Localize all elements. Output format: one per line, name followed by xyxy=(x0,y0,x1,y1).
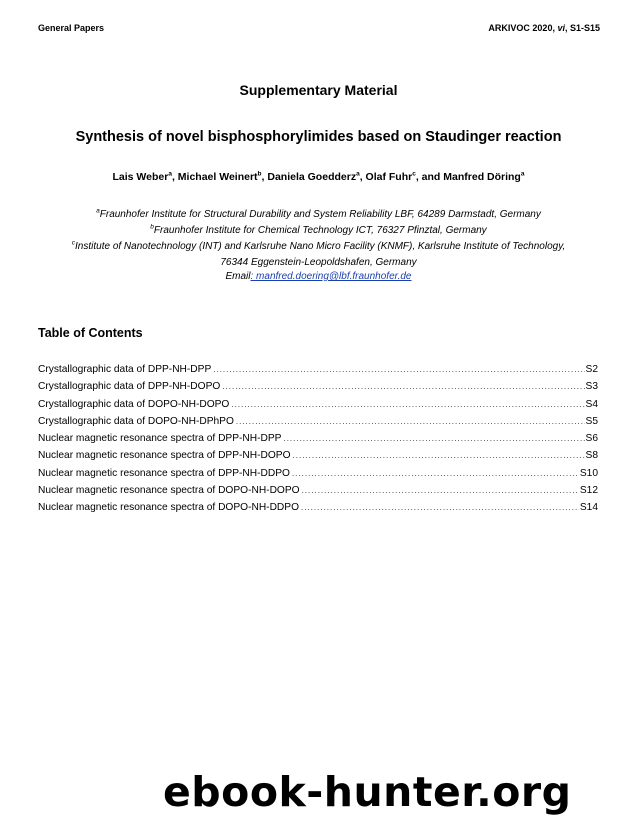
affiliation-line xyxy=(0,223,637,239)
affiliation-mark: a xyxy=(96,207,100,215)
affiliation-line xyxy=(0,255,637,271)
toc-entry-label[interactable]: Nuclear magnetic resonance spectra of DPP-NH-DOPO xyxy=(38,450,291,462)
affiliation-line xyxy=(0,239,637,255)
toc-leader-dots xyxy=(283,434,584,443)
email-label: Email xyxy=(225,271,251,282)
affiliation-mark: c xyxy=(71,239,76,247)
author-affiliation-mark: a xyxy=(356,170,360,178)
watermark: ebook-hunter.org xyxy=(163,768,572,816)
toc-entry-label[interactable]: Crystallographic data of DPP-NH-DOPO xyxy=(38,381,221,393)
toc-leader-dots xyxy=(231,400,584,409)
toc-entry-label[interactable]: Nuclear magnetic resonance spectra of DPP-NH-DPP xyxy=(38,433,282,445)
toc-entry-page[interactable]: S4 xyxy=(585,398,598,410)
paper-title: Synthesis of novel bisphosphorylimides based on Staudinger reaction xyxy=(75,129,562,145)
toc-leader-dots xyxy=(301,503,579,512)
author-separator: , xyxy=(359,171,366,183)
toc-leader-dots xyxy=(292,469,579,478)
toc-entry[interactable] xyxy=(38,364,598,381)
author-name: Michael Weinert xyxy=(177,171,258,183)
toc-entry-label[interactable]: Nuclear magnetic resonance spectra of DOPO-NH-DOPO xyxy=(38,485,300,497)
affiliation-mark: b xyxy=(150,223,154,231)
email-link[interactable]: : manfred.doering@lbf.fraunhofer.de xyxy=(250,271,412,282)
affiliation-text: 76344 Eggenstein-Leopoldshafen, Germany xyxy=(220,257,417,268)
toc-entry-page[interactable]: S6 xyxy=(585,433,598,445)
author-name: Olaf Fuhr xyxy=(365,171,413,183)
author-separator: , xyxy=(171,171,178,183)
toc-leader-dots xyxy=(293,451,585,460)
toc-entry[interactable] xyxy=(38,381,598,398)
toc-entry[interactable] xyxy=(38,485,598,502)
journal-pages: , S1-S15 xyxy=(564,23,600,33)
toc-entry-label[interactable]: Crystallographic data of DPP-NH-DPP xyxy=(38,364,212,375)
toc-entry-page[interactable]: S5 xyxy=(585,415,598,427)
table-of-contents xyxy=(38,364,598,520)
toc-entry-page[interactable]: S10 xyxy=(579,467,598,479)
toc-entry[interactable] xyxy=(38,502,598,519)
toc-entry-page[interactable]: S2 xyxy=(585,364,598,375)
affiliations xyxy=(0,207,637,271)
email-line xyxy=(0,271,637,282)
author-affiliation-mark: b xyxy=(257,170,262,178)
toc-entry-label[interactable]: Nuclear magnetic resonance spectra of DPP-NH-DDPO xyxy=(38,467,290,479)
journal-issue: vi xyxy=(557,23,565,33)
toc-entry-label[interactable]: Crystallographic data of DOPO-NH-DPhPO xyxy=(38,415,234,427)
affiliation-text: Fraunhofer Institute for Structural Durability and System Reliability LBF, 64289 Darmstadt, Germany xyxy=(99,209,541,220)
author-separator: , xyxy=(261,171,268,183)
toc-entry-page[interactable]: S3 xyxy=(585,381,598,393)
toc-entry[interactable] xyxy=(38,399,598,416)
author-affiliation-mark: a xyxy=(520,170,525,178)
toc-entry-page[interactable]: S14 xyxy=(579,502,598,514)
toc-entry[interactable] xyxy=(38,468,598,485)
toc-entry-label[interactable]: Crystallographic data of DOPO-NH-DOPO xyxy=(38,398,230,410)
toc-leader-dots xyxy=(222,382,584,391)
toc-entry-label[interactable]: Nuclear magnetic resonance spectra of DOPO-NH-DDPO xyxy=(38,502,300,514)
toc-leader-dots xyxy=(302,486,579,495)
author-separator: , and xyxy=(415,171,444,183)
toc-entry[interactable] xyxy=(38,450,598,467)
running-header-section: General Papers xyxy=(38,23,105,33)
toc-leader-dots xyxy=(236,417,585,426)
affiliation-text: Fraunhofer Institute for Chemical Technology ICT, 76327 Pfinztal, Germany xyxy=(153,225,487,236)
author-affiliation-mark: a xyxy=(168,170,172,178)
toc-entry-page[interactable]: S12 xyxy=(579,485,598,497)
author-affiliation-mark: c xyxy=(412,170,416,178)
toc-heading: Table of Contents xyxy=(38,326,143,340)
journal-prefix: ARKIVOC 2020, xyxy=(488,23,558,33)
supplementary-heading: Supplementary Material xyxy=(239,82,398,98)
running-header-journal xyxy=(488,23,600,33)
author-name: Daniela Goedderz xyxy=(267,171,357,183)
affiliation-line xyxy=(0,207,637,223)
toc-entry-page[interactable]: S8 xyxy=(585,450,598,462)
author-list xyxy=(0,171,637,183)
toc-leader-dots xyxy=(213,365,584,374)
author-name: Manfred Döring xyxy=(443,171,521,183)
author-name: Lais Weber xyxy=(112,171,169,183)
toc-entry[interactable] xyxy=(38,433,598,450)
toc-entry[interactable] xyxy=(38,416,598,433)
affiliation-text: Institute of Nanotechnology (INT) and Karlsruhe Nano Micro Facility (KNMF), Karlsruhe Institute of Technology, xyxy=(75,241,566,252)
